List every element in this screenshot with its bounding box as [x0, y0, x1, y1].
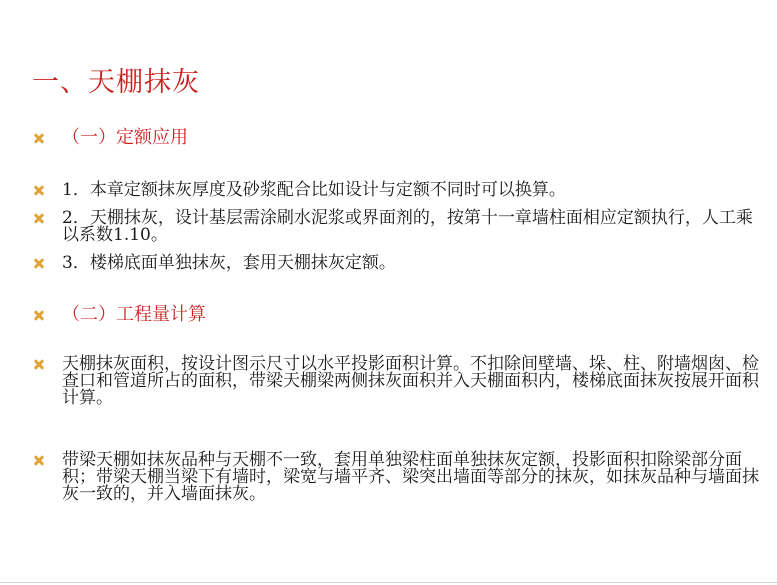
list-item-text: 2．天棚抹灰，设计基层需涂刷水泥浆或界面剂的，按第十一章墙柱面相应定额执行，人工乘以系数1.10。 — [62, 208, 753, 245]
list-item — [32, 356, 762, 407]
x-bullet-icon — [32, 183, 50, 197]
list-item — [32, 255, 762, 272]
list-item — [32, 210, 762, 244]
list-item-heading-quota — [32, 129, 762, 147]
x-bullet-icon — [32, 357, 50, 371]
x-bullet-icon — [32, 453, 50, 467]
list-item-text: 天棚抹灰面积，按设计图示尺寸以水平投影面积计算。不扣除间壁墙、垛、柱、附墙烟囱、检查口和管道所占的面积，带梁天棚梁两侧抹灰面积并入天棚面积内，楼梯底面抹灰按展开面积计算。 — [62, 354, 759, 408]
list-item-text: 1．本章定额抹灰厚度及砂浆配合比如设计与定额不同时可以换算。 — [62, 180, 566, 200]
x-bullet-icon — [32, 308, 50, 322]
section-heading: （二）工程量计算 — [62, 304, 206, 325]
x-bullet-icon — [32, 256, 50, 270]
x-bullet-icon — [32, 211, 50, 225]
list-item-text: 3．楼梯底面单独抹灰，套用天棚抹灰定额。 — [62, 253, 396, 273]
list-item-heading-quantity — [32, 306, 762, 324]
x-bullet-icon — [32, 131, 50, 145]
list-item — [32, 182, 762, 199]
list-item-text: 带梁天棚如抹灰品种与天棚不一致，套用单独梁柱面单独抹灰定额，投影面积扣除梁部分面积；带梁天棚当梁下有墙时，梁宽与墙平齐、梁突出墙面等部分的抹灰，如抹灰品种与墙面抹灰一致的，并入墙面抹灰。 — [62, 450, 759, 504]
slide-divider — [0, 582, 777, 583]
section-heading: （一）定额应用 — [62, 127, 188, 148]
slide-title: 一、天棚抹灰 — [32, 67, 200, 98]
list-item — [32, 452, 762, 503]
